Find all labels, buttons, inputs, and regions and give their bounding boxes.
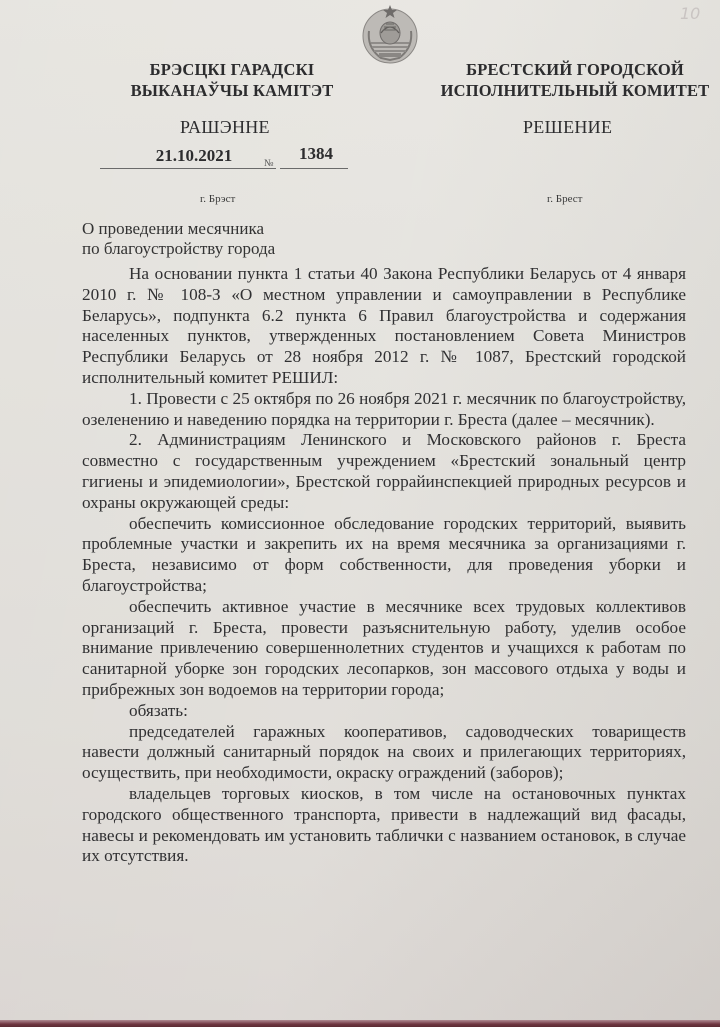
clause-2-item-survey: обеспечить комиссионное обследование городских территорий, выявить проблемные участки и закрепить их на время месячника за организациями г. Бреста, независимо от форм собственности, для проведения уборки и благоустройства; [82,513,686,595]
decision-number: 1384 [299,144,333,163]
clause-1-paragraph: 1. Провести с 25 октября по 26 ноября 2021 г. месячник по благоустройству, озеленению и наведению порядка на территории г. Бреста (далее – месячник). [82,388,686,429]
document-body [82,264,686,867]
clause-2-paragraph: 2. Администрациям Ленинского и Московского районов г. Бреста совместно с государственным учреждением «Брестский зональный центр гигиены и эпидемиологии», Брестской горрайинспекцией природных ресурсов и охраны окружающей среды: [82,430,686,512]
clause-2-item-garages: председателей гаражных кооперативов, садоводческих товариществ навести должный санитарный порядок на своих и прилегающих территориях, осуществить, при необходимости, окраску ограждений (заборов); [82,721,686,783]
subject-line1: О проведении месячника [82,219,264,238]
preamble-paragraph: На основании пункта 1 статьи 40 Закона Республики Беларусь от 4 января 2010 г. № 108-З «О местном управлении и самоуправлении в Республике Беларусь», подпункта 6.2 пункта 6 Правил благоустройства и содержания населенных пунктов, утвержденных постановлением Совета Министров Республики Беларусь от 28 ноября 2012 г. № 1087, Брестский городской исполнительный комитет РЕШИЛ: [82,264,686,387]
header-left-line1: БРЭСЦКІ ГАРАДСКІ [149,60,315,79]
document-subject [82,219,275,259]
number-sign: № [264,158,274,169]
decision-date-field [100,146,276,169]
clause-2-item-oblige: обязать: [129,700,188,720]
city-russian: г. Брест [547,193,583,205]
header-left-line2: ВЫКАНАЎЧЫ КАМІТЭТ [130,81,334,100]
decision-number-field [280,146,348,169]
header-right-line1: БРЕСТСКИЙ ГОРОДСКОЙ [466,60,684,79]
doc-type-russian: РЕШЕНИЕ [523,117,613,137]
state-emblem-icon [359,3,421,65]
decision-date: 21.10.2021 [155,146,233,165]
city-belarusian: г. Брэст [200,193,236,205]
header-russian [440,59,710,101]
header-belarusian [112,59,352,101]
page-number-mark: 10 [680,4,701,23]
header-right-line2: ИСПОЛНИТЕЛЬНЫЙ КОМИТЕТ [440,81,710,100]
photo-bottom-edge [0,1020,720,1027]
clause-2-item-participation: обеспечить активное участие в месячнике всех трудовых коллективов организаций г. Бреста, провести разъяснительную работу, уделив особое внимание привлечению совершеннолетних студентов и учащихся к работам по санитарной уборке зон городских лесопарков, зон массового отдыха у воды и прибрежных зон водоемов на территории города; [82,596,686,699]
subject-line2: по благоустройству города [82,239,276,258]
clause-2-item-kiosks: владельцев торговых киосков, в том числе на остановочных пунктах городского общественного транспорта, привести в надлежащий вид фасады, навесы и рекомендовать им установить таблички с названием остановок, в случае их отсутствия. [82,783,686,866]
doc-type-belarusian: РАШЭННЕ [180,117,270,137]
